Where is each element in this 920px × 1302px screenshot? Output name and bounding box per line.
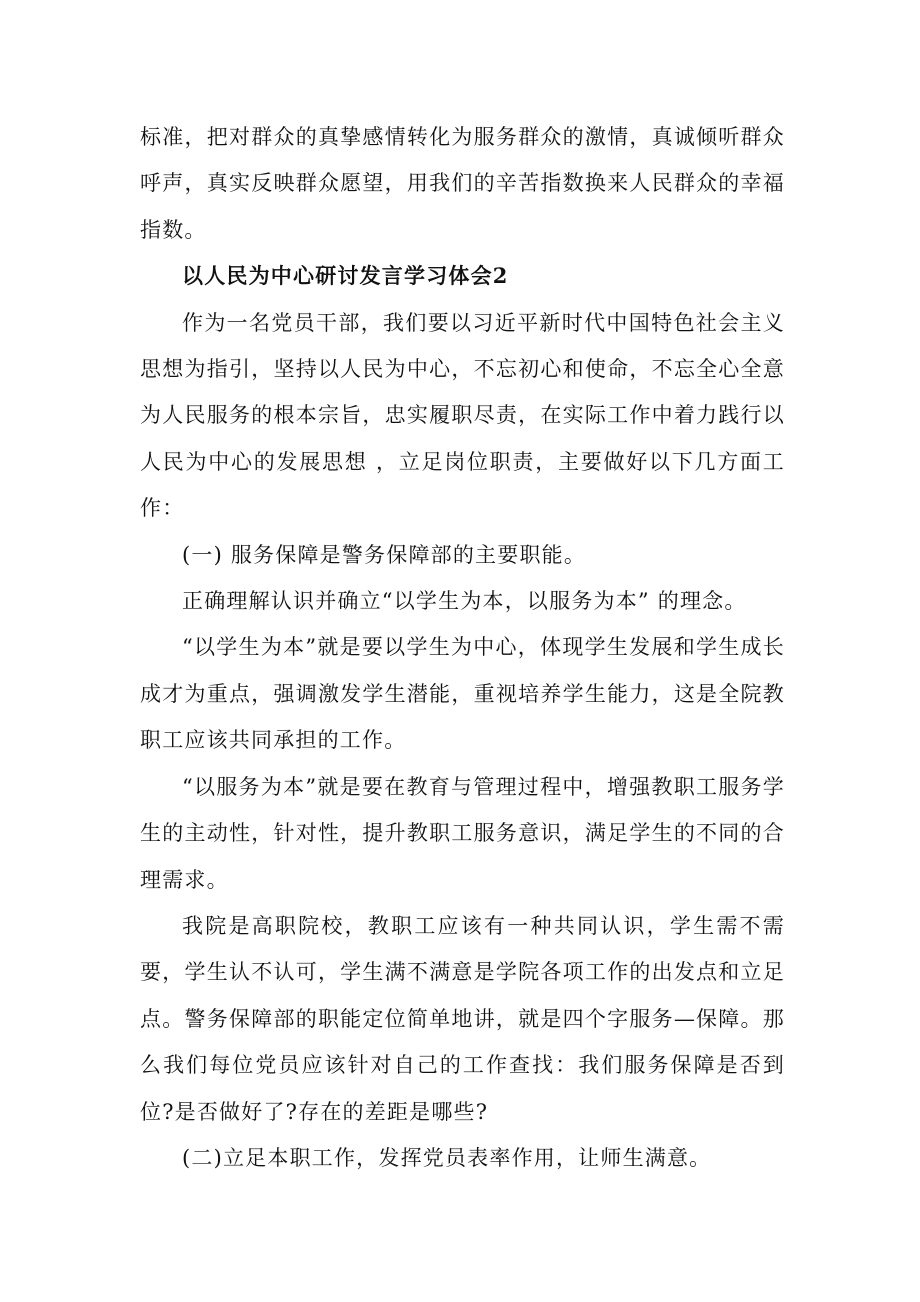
paragraph-point-one: (一) 服务保障是警务保障部的主要职能。 bbox=[182, 542, 587, 567]
paragraph-point-two: (二)立足本职工作，发挥党员表率作用，让师生满意。 bbox=[182, 1145, 712, 1170]
paragraph-college: 我院是高职院校，教职工应该有一种共同认识，学生需不需要，学生认不认可，学生满不满意是学院各项工作的出发点和立足点。警务保障部的职能定位简单地讲，就是四个字服务—保障。那么我们每位党员应该针对自己的工作查找：我们服务保障是否到位?是否做好了?存在的差距是哪些? bbox=[140, 913, 785, 1124]
section-heading: 以人民为中心研讨发言学习体会2 bbox=[182, 263, 509, 289]
paragraph-concept: 正确理解认识并确立“以学生为本，以服务为本” 的理念。 bbox=[182, 589, 747, 614]
paragraph-intro: 作为一名党员干部，我们要以习近平新时代中国特色社会主义思想为指引，坚持以人民为中心，不忘初心和使命，不忘全心全意为人民服务的根本宗旨，忠实履职尽责，在实际工作中着力践行以人民为中心的发展思想 ，立足岗位职责，主要做好以下几方面工作： bbox=[140, 310, 785, 521]
paragraph-service-centered: “以服务为本”就是要在教育与管理过程中，增强教职工服务学生的主动性，针对性，提升教职工服务意识，满足学生的不同的合理需求。 bbox=[140, 774, 785, 892]
paragraph-continuation: 标准，把对群众的真挚感情转化为服务群众的激情，真诚倾听群众呼声，真实反映群众愿望，用我们的辛苦指数换来人民群众的幸福指数。 bbox=[140, 125, 785, 242]
document-body bbox=[140, 114, 785, 1181]
paragraph-student-centered: “以学生为本”就是要以学生为中心，体现学生发展和学生成长成才为重点，强调激发学生潜能，重视培养学生能力，这是全院教职工应该共同承担的工作。 bbox=[140, 635, 785, 753]
